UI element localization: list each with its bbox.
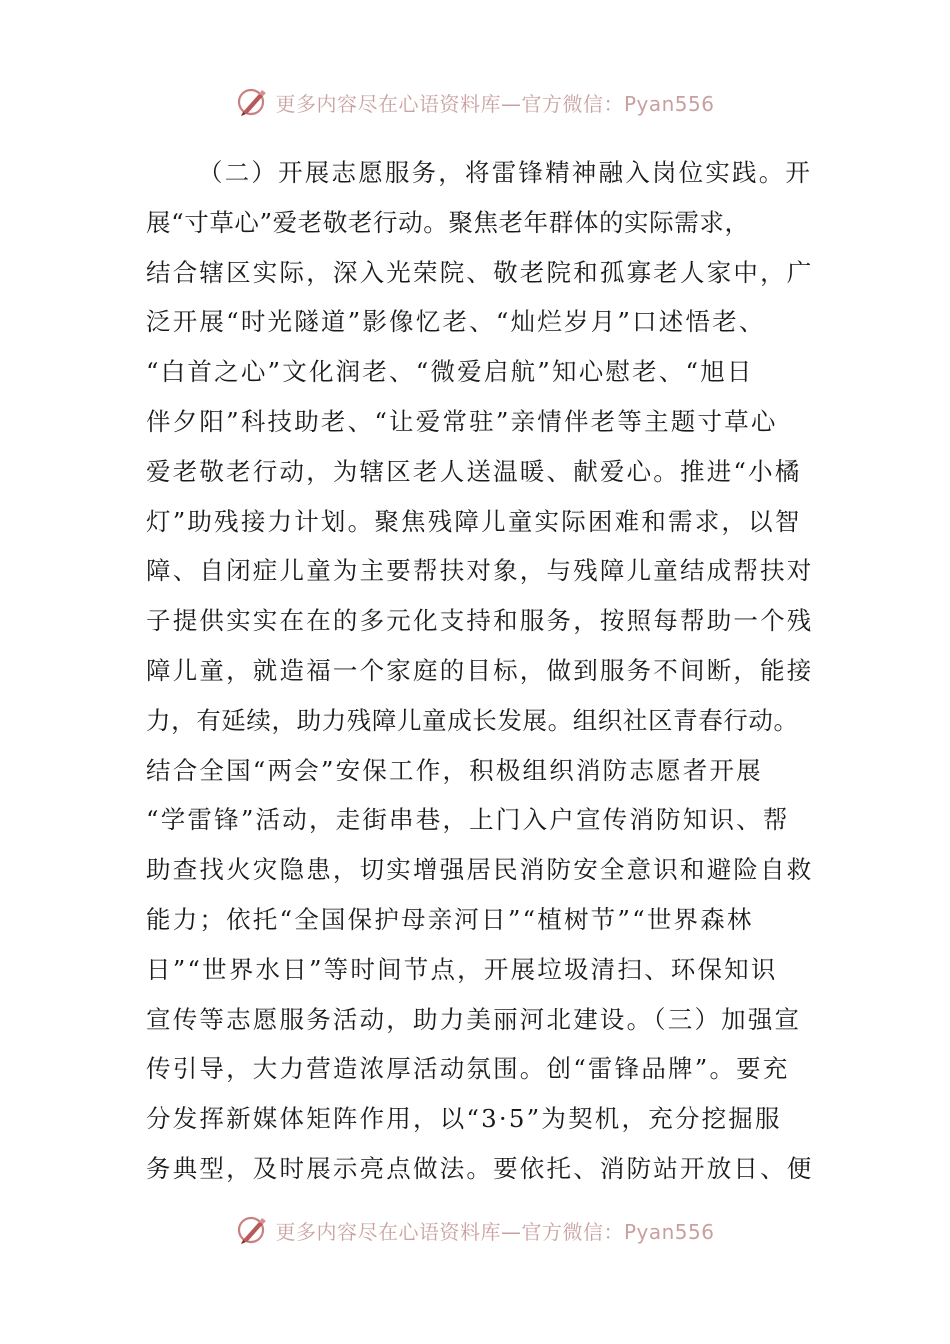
body-line: 助查找火灾隐患，切实增强居民消防安全意识和避险自救 — [146, 855, 814, 885]
body-line: 伴夕阳”科技助老、“让爱常驻”亲情伴老等主题寸草心 — [146, 406, 778, 436]
body-line: “学雷锋”活动，走街串巷，上门入户宣传消防知识、帮 — [146, 805, 790, 835]
body-line: “白首之心”文化润老、“微爱启航”知心慰老、“旭日 — [146, 357, 754, 387]
body-line: 展“寸草心”爱老敬老行动。聚焦老年群体的实际需求， — [146, 207, 750, 237]
header-banner — [0, 82, 950, 122]
body-line: 结合辖区实际，深入光荣院、敬老院和孤寡老人家中，广 — [146, 257, 814, 287]
body-line: 分发挥新媒体矩阵作用，以“3·5”为契机，充分挖掘服 — [146, 1104, 782, 1134]
body-line: 宣传等志愿服务活动，助力美丽河北建设。（三）加强宣 — [146, 1004, 802, 1034]
footer-banner — [0, 1210, 950, 1250]
body-line: 子提供实实在在的多元化支持和服务，按照每帮助一个残 — [146, 606, 814, 636]
body-line: 爱老敬老行动，为辖区老人送温暖、献爱心。推进“小橘 — [146, 456, 802, 486]
body-line: 障儿童，就造福一个家庭的目标，做到服务不间断，能接 — [146, 655, 814, 685]
body-line: 泛开展“时光隧道”影像忆老、“灿烂岁月”口述悟老、 — [146, 307, 766, 337]
document-body — [146, 148, 814, 1194]
body-line: 障、自闭症儿童为主要帮扶对象，与残障儿童结成帮扶对 — [146, 556, 814, 586]
header-banner-text: 更多内容尽在心语资料库—官方微信：Pyan556 — [275, 91, 715, 116]
body-line: 结合全国“两会”安保工作，积极组织消防志愿者开展 — [146, 755, 763, 785]
body-line: 灯”助残接力计划。聚焦残障儿童实际困难和需求，以智 — [146, 506, 802, 536]
body-line: 能力；依托“全国保护母亲河日”“植树节”“世界森林 — [146, 904, 754, 934]
body-line: 传引导，大力营造浓厚活动氛围。创“雷锋品牌”。要充 — [146, 1054, 790, 1084]
pen-logo-icon — [235, 85, 269, 119]
body-line: 务典型，及时展示亮点做法。要依托、消防站开放日、便 — [146, 1153, 814, 1183]
pen-logo-icon — [235, 1213, 269, 1247]
body-line: 日”“世界水日”等时间节点，开展垃圾清扫、环保知识 — [146, 954, 778, 984]
body-line: （二）开展志愿服务，将雷锋精神融入岗位实践。开 — [198, 158, 813, 187]
footer-banner-text: 更多内容尽在心语资料库—官方微信：Pyan556 — [275, 1219, 715, 1244]
body-line: 力，有延续，助力残障儿童成长发展。组织社区青春行动。 — [146, 705, 799, 735]
